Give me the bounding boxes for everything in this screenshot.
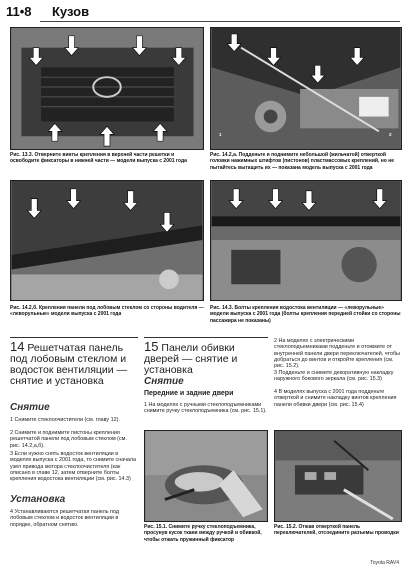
page-number: 11•8	[6, 4, 32, 19]
figure-13-3-photo	[10, 27, 204, 150]
section-14-paragraph-2: 2 Снимите и поднимите пистоны крепления решетчатой панели под лобовым стеклом (см. рис. 14.2,а,б).	[10, 430, 127, 449]
chapter-title: Кузов	[52, 4, 90, 19]
figure-14-2b-caption: Рис. 14.2,б. Крепления панели под лобовым стеклом со стороны водителя — «леворульные» модели выпуска с 2001 года	[10, 305, 204, 318]
section-15-subheading: Передние и задние двери	[144, 390, 234, 397]
section-15-number: 15	[144, 339, 159, 354]
section-14-removal-heading: Снятие	[10, 402, 50, 413]
section-14-rule	[10, 337, 138, 338]
column-3-paragraph-3: 3 Подденьте и снимите декоративную накладку наружного бокового зеркала (см. рис. 15.3)	[274, 370, 394, 383]
section-15-removal-heading: Снятие	[144, 376, 184, 387]
section-14-number: 14	[10, 339, 25, 354]
figure-marker: 1	[219, 132, 222, 137]
header-rule	[40, 21, 400, 22]
section-14-title	[10, 341, 138, 387]
page-header	[0, 0, 409, 24]
section-15-paragraph-1: 1 На моделях с ручными стеклоподъемниками снимите ручку стеклоподъемника (см. рис. 15.1).	[144, 402, 267, 415]
figure-14-2a-caption: Рис. 14.2,а. Подденьте и поднимите небольшой (жильчатой) отверткой головки нажимных штифтов (пистонов) пластмассовых креплений, но не пытайтесь вытащить их — показана модель выпуска с 2001 года	[210, 152, 395, 171]
figure-14-3-photo	[210, 180, 402, 301]
section-15-title-text: Панели обивки дверей — снятие и установка	[144, 342, 238, 376]
figure-15-1-photo	[144, 430, 268, 522]
figure-15-2-caption: Рис. 15.2. Отжав отверткой панель переключателей, отсоедините разъемы проводки	[274, 524, 399, 537]
column-3-paragraph-4: 4 В моделях выпуска с 2001 года подденьте отверткой и снимите накладку винтов крепления панели обивки двери (см. рис. 15.4)	[274, 389, 397, 408]
section-14-paragraph-4: 4 Устанавливаются решетчатая панель под лобовым стеклом и водосток вентиляции в порядке, обратном снятию.	[10, 509, 120, 528]
page-footer: Toyota RAV4	[370, 560, 399, 566]
figure-14-2b-photo	[10, 180, 204, 301]
section-14-title-text: Решетчатая панель под лобовым стеклом и водосток вентиляции — снятие и установка	[10, 342, 128, 387]
section-14-paragraph-3: 3 Если нужно снять водосток вентиляции в моделях выпуска с 2001 года, то снимите сначала узел привода мотора стеклоочистителя (как описано в главе 12, затем отверните болты крепления водостока вентиляции (см. рис. 14.3)	[10, 451, 137, 483]
figure-15-1-caption: Рис. 15.1. Снимите ручку стеклоподъемника, просунув кусок ткани между ручкой и обивкой, чтобы отжать пружинный фиксатор	[144, 524, 262, 543]
figure-15-2-photo	[274, 430, 402, 522]
section-14-install-heading: Установка	[10, 494, 66, 505]
figure-marker: 2	[389, 132, 392, 137]
section-14-paragraph-1: 1 Снимите стеклоочистители (см. главу 12).	[10, 417, 120, 423]
figure-14-3-caption: Рис. 14.3. Болты крепления водостока вентиляции — «леворульные» модели выпуска с 2001 года (болты крепления передней стойки со стороны пассажира не показаны)	[210, 305, 401, 324]
section-15-title	[144, 341, 268, 376]
figure-14-2a-photo	[210, 27, 402, 150]
section-15-rule	[144, 337, 268, 338]
column-3-paragraph-2: 2 На моделях с электрическими стеклоподъемниками подденьте и отожмите от внутренней панели двери переключателей, чтобы добраться до винтов и откройте крепления (см. рис. 15.2).	[274, 338, 400, 370]
figure-13-3-caption: Рис. 13.3. Отверните винты крепления в верхней части решетки и освободите фиксаторы в нижней части — модели выпуска с 2001 года	[10, 152, 187, 165]
